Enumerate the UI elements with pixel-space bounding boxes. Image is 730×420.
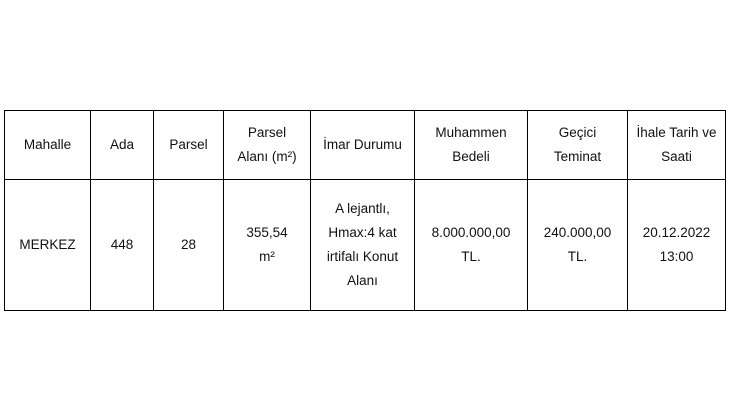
header-gecici-teminat: Geçici Teminat [528, 111, 628, 180]
cell-ada: 448 [91, 180, 154, 311]
cell-parsel-alani: 355,54 m² [224, 180, 311, 311]
header-parsel-alani: Parsel Alanı (m²) [224, 111, 311, 180]
header-muhammen-bedeli: Muhammen Bedeli [415, 111, 528, 180]
cell-gecici-teminat: 240.000,00 TL. [528, 180, 628, 311]
auction-table [4, 110, 726, 311]
cell-mahalle: MERKEZ [5, 180, 91, 311]
auction-table-container [4, 110, 725, 311]
cell-imar-durumu: A lejantlı, Hmax:4 kat irtifalı Konut Alanı [311, 180, 415, 311]
header-mahalle: Mahalle [5, 111, 91, 180]
header-imar-durumu: İmar Durumu [311, 111, 415, 180]
header-parsel: Parsel [154, 111, 224, 180]
table-header-row [5, 111, 726, 180]
cell-parsel: 28 [154, 180, 224, 311]
cell-muhammen-bedeli: 8.000.000,00 TL. [415, 180, 528, 311]
table-row [5, 180, 726, 311]
header-ihale-tarih-saati: İhale Tarih ve Saati [628, 111, 726, 180]
header-ada: Ada [91, 111, 154, 180]
cell-ihale-tarih-saati: 20.12.2022 13:00 [628, 180, 726, 311]
